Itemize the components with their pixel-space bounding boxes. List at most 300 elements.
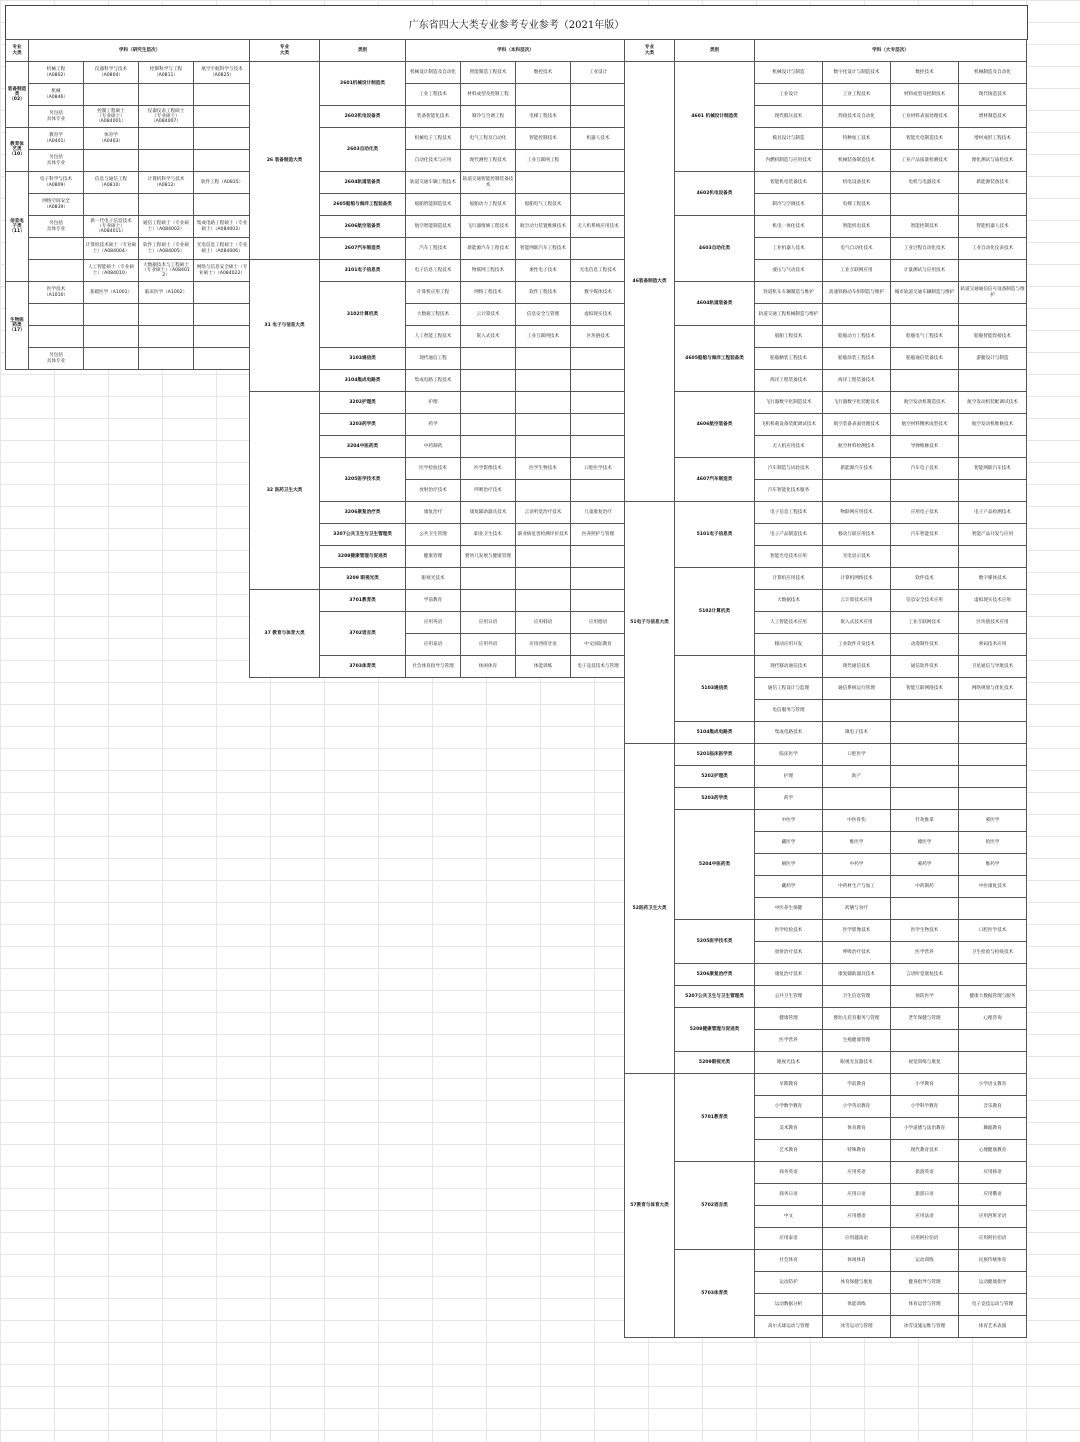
subject-cell[interactable]: 口腔医学技术 [959,920,1027,942]
subject-cell[interactable]: 呼吸治疗技术 [461,480,516,502]
subject-cell[interactable]: 铁道机车车辆制造与维护 [755,282,823,304]
subject-cell[interactable]: 应用外语 [461,634,516,656]
subject-cell[interactable]: 网络工程技术 [461,282,516,304]
subject-cell[interactable]: 智能控制技术 [516,128,571,150]
subject-cell[interactable]: 职业卫生技术 [461,524,516,546]
subject-cell[interactable]: 航空装备表面处理技术 [823,414,891,436]
subject-cell[interactable]: 电子科学与技术 （A0809） [29,172,84,194]
subject-cell[interactable]: 制冷与空调工程 [461,106,516,128]
subject-cell[interactable]: 计算机网络技术 [823,568,891,590]
subject-cell[interactable] [516,436,571,458]
category-cell[interactable]: 4607汽车制造类 [675,458,755,502]
category-cell[interactable]: 2607汽车制造类 [320,238,406,260]
subject-cell[interactable]: 光电显示技术 [823,546,891,568]
subject-cell[interactable]: 新能源汽车技术 [823,458,891,480]
subject-cell[interactable]: 电气工程及自动化 [461,128,516,150]
category-cell[interactable]: 5101电子信息类 [675,502,755,568]
subject-cell[interactable]: 心理健康教育 [959,1140,1027,1162]
subject-cell[interactable]: 应用德语 [823,1206,891,1228]
subject-cell[interactable] [194,128,251,150]
subject-cell[interactable]: 另包括 具体专业 [29,348,84,370]
subject-cell[interactable]: 婴幼儿托育服务与管理 [823,1008,891,1030]
subject-cell[interactable]: 工业产品质量检测技术 [891,150,959,172]
subject-cell[interactable]: 应用俄语 [959,1184,1027,1206]
subject-cell[interactable]: 医学影像技术 [461,458,516,480]
subject-cell[interactable] [959,260,1027,282]
subject-cell[interactable]: 卫生信息管理 [823,986,891,1008]
subject-cell[interactable]: 中医骨伤 [823,810,891,832]
subject-cell[interactable]: 船舶智能制造技术 [406,194,461,216]
subject-cell[interactable]: 制冷与空调技术 [755,194,823,216]
subject-cell[interactable] [516,84,571,106]
subject-cell[interactable]: 物联网应用技术 [823,502,891,524]
subject-cell[interactable]: 电信服务与管理 [755,700,823,722]
subject-cell[interactable] [959,700,1027,722]
subject-cell[interactable]: 内燃机制造与应用技术 [755,150,823,172]
subject-cell[interactable]: 高速铁路动车组制造与维护 [823,282,891,304]
subject-cell[interactable]: 大数据技术 [755,590,823,612]
subject-cell[interactable]: 冰雪运动与管理 [823,1316,891,1338]
subject-cell[interactable]: 小学道德与法治教育 [891,1118,959,1140]
subject-cell[interactable]: 控制工程硕士 （专业硕士） （A084001） [84,106,139,128]
subject-cell[interactable]: 另包括 具体专业 [29,106,84,128]
category-cell[interactable]: 5102计算机类 [675,568,755,656]
subject-cell[interactable]: 中文国际教育 [571,634,626,656]
subject-cell[interactable]: 海洋工程装备技术 [823,370,891,392]
category-cell[interactable]: 3203药学类 [320,414,406,436]
major-category-cell[interactable]: 31 电子与信息大类 [250,260,320,392]
subject-cell[interactable]: 智能互联网络技术 [891,678,959,700]
subject-cell[interactable]: 航空发动机维修技术 [959,414,1027,436]
category-cell[interactable]: 5703体育类 [675,1250,755,1338]
subject-cell[interactable]: 大数据技术与工程硕士（专业硕士）（A084012） [139,260,194,282]
subject-cell[interactable]: 特种加工技术 [823,128,891,150]
subject-cell[interactable]: 船舶涂装工程技术 [823,348,891,370]
subject-cell[interactable]: 应用越南语 [823,1228,891,1250]
subject-cell[interactable]: 新能源汽车工程技术 [461,238,516,260]
subject-cell[interactable]: 人工智能技术应用 [755,612,823,634]
subject-cell[interactable]: 船舶动力工程技术 [461,194,516,216]
subject-cell[interactable]: 密码技术应用 [959,634,1027,656]
subject-cell[interactable]: 临床医学 [755,744,823,766]
subject-cell[interactable]: 通信软件技术 [891,656,959,678]
subject-cell[interactable]: 汽车工程技术 [406,238,461,260]
subject-cell[interactable]: 现代教育技术 [891,1140,959,1162]
subject-cell[interactable]: 汽车制造与试验技术 [755,458,823,480]
subject-cell[interactable] [959,898,1027,920]
subject-cell[interactable]: 应用西班牙语 [516,634,571,656]
subject-cell[interactable]: 机器人技术 [571,128,626,150]
subject-cell[interactable] [194,150,251,172]
subject-cell[interactable]: 机电一体化技术 [755,216,823,238]
subject-cell[interactable] [571,568,626,590]
subject-cell[interactable]: 移动应用开发 [755,634,823,656]
category-cell[interactable]: 3206康复治疗类 [320,502,406,524]
subject-cell[interactable] [139,348,194,370]
subject-cell[interactable]: 医学生物技术 [516,458,571,480]
subject-cell[interactable] [461,370,516,392]
subject-cell[interactable] [139,304,194,326]
subject-cell[interactable] [461,568,516,590]
subject-cell[interactable]: 现代移动通信技术 [755,656,823,678]
subject-cell[interactable]: 现代通信技术 [823,656,891,678]
subject-cell[interactable]: 维医学 [823,832,891,854]
subject-cell[interactable]: 放射治疗技术 [406,480,461,502]
category-cell[interactable]: 3103通信类 [320,348,406,370]
subject-cell[interactable] [516,414,571,436]
subject-cell[interactable] [959,744,1027,766]
category-cell[interactable]: 2603自动化类 [320,128,406,172]
subject-cell[interactable] [139,326,194,348]
subject-cell[interactable]: 液压与气动技术 [755,260,823,282]
subject-cell[interactable] [959,370,1027,392]
subject-cell[interactable]: 应用韩语 [516,612,571,634]
subject-cell[interactable]: 小学数学教育 [755,1096,823,1118]
subject-cell[interactable]: 现代测控工程技术 [461,150,516,172]
subject-cell[interactable]: 信息与通信工程 （A0810） [84,172,139,194]
subject-cell[interactable]: 康复辅助器具技术 [823,964,891,986]
subject-cell[interactable]: 公共卫生管理 [406,524,461,546]
subject-cell[interactable]: 自动化技术与应用 [406,150,461,172]
subject-cell[interactable]: 生殖健康管理 [823,1030,891,1052]
subject-cell[interactable] [516,568,571,590]
subject-cell[interactable]: 仪器科学与技术 （A0804） [84,62,139,84]
category-cell[interactable]: 4605船舶与海洋工程装备类 [675,326,755,392]
subject-cell[interactable]: 工业互联网技术 [516,326,571,348]
subject-cell[interactable]: 计算机科学与技术 （A0812） [139,172,194,194]
subject-cell[interactable]: 机电设备技术 [823,172,891,194]
subject-cell[interactable]: 中医康复技术 [959,876,1027,898]
subject-cell[interactable]: 航空材料精密成型技术 [891,414,959,436]
subject-cell[interactable]: 职业病危害检测评价技术 [516,524,571,546]
major-category-cell[interactable]: 32 医药卫生大类 [250,392,320,590]
subject-cell[interactable]: 商务英语 [755,1162,823,1184]
category-cell[interactable]: 5202护理类 [675,766,755,788]
subject-cell[interactable]: 社会体育指导与管理 [406,656,461,678]
subject-cell[interactable] [959,766,1027,788]
subject-cell[interactable]: 机械设计制造及自动化 [406,62,461,84]
category-cell[interactable]: 5205医学技术类 [675,920,755,964]
subject-cell[interactable]: 工业互联网工程 [516,150,571,172]
subject-cell[interactable]: 呼吸治疗技术 [823,942,891,964]
category-cell[interactable]: 3104集成电路类 [320,370,406,392]
subject-cell[interactable]: 航空智能制造技术 [406,216,461,238]
subject-cell[interactable]: 运动数据分析 [755,1294,823,1316]
subject-cell[interactable]: 智能产品开发与应用 [959,524,1027,546]
subject-cell[interactable]: 运动防护 [755,1272,823,1294]
subject-cell[interactable] [516,546,571,568]
subject-cell[interactable]: 数控技术 [891,62,959,84]
subject-cell[interactable]: 另包括 具体专业 [29,216,84,238]
category-cell[interactable]: 3202护理类 [320,392,406,414]
subject-cell[interactable]: 应用电子技术 [891,502,959,524]
subject-cell[interactable]: 智能机电技术 [823,216,891,238]
subject-cell[interactable]: 云计算技术 [461,304,516,326]
subject-cell[interactable]: 体育学 （A0403） [84,128,139,150]
subject-cell[interactable]: 音乐教育 [959,1096,1027,1118]
subject-cell[interactable]: 智能光电技术应用 [755,546,823,568]
major-category-cell[interactable]: 装备制造类 （02） [6,62,29,128]
category-cell[interactable]: 3204中医药类 [320,436,406,458]
subject-cell[interactable]: 光电信息工程技术 [571,260,626,282]
subject-cell[interactable] [84,348,139,370]
subject-cell[interactable] [194,194,251,216]
subject-cell[interactable] [891,304,959,326]
subject-cell[interactable]: 休闲体育 [823,1250,891,1272]
subject-cell[interactable]: 工业设计 [571,62,626,84]
subject-cell[interactable]: 另包括 具体专业 [29,150,84,172]
subject-cell[interactable]: 轨道交通通信信号设备制造与维护 [959,282,1027,304]
subject-cell[interactable]: 工业自动化仪表技术 [959,238,1027,260]
subject-cell[interactable]: 药学 [755,788,823,810]
subject-cell[interactable]: 公共卫生管理 [755,986,823,1008]
subject-cell[interactable]: 体育艺术表演 [959,1316,1027,1338]
subject-cell[interactable]: 医养照护与管理 [571,524,626,546]
subject-cell[interactable]: 体能训练 [823,1294,891,1316]
subject-cell[interactable]: 早期教育 [755,1074,823,1096]
subject-cell[interactable]: 傣医学 [891,832,959,854]
subject-cell[interactable]: 工业过程自动化技术 [891,238,959,260]
subject-cell[interactable]: 教育学 （A0401） [29,128,84,150]
subject-cell[interactable] [959,194,1027,216]
subject-cell[interactable] [959,1030,1027,1052]
subject-cell[interactable]: 商务日语 [755,1184,823,1206]
subject-cell[interactable]: 旅游英语 [891,1162,959,1184]
subject-cell[interactable]: 电子信息工程技术 [406,260,461,282]
subject-cell[interactable]: 焊接技术及自动化 [823,106,891,128]
header-cell[interactable]: 专业 大类 [625,40,675,62]
subject-cell[interactable]: 信息安全技术应用 [891,590,959,612]
category-cell[interactable]: 4602机电设备类 [675,172,755,216]
category-cell[interactable]: 3207公共卫生与卫生管理类 [320,524,406,546]
subject-cell[interactable]: 医学营养 [755,1030,823,1052]
subject-cell[interactable]: 朝医学 [755,854,823,876]
subject-cell[interactable]: 临床医学（A1002） [139,282,194,304]
subject-cell[interactable]: 工业软件开发技术 [823,634,891,656]
subject-cell[interactable]: 婴幼儿发展与健康管理 [461,546,516,568]
subject-cell[interactable]: 仪器仪表工程硕士 （专业硕士） （A084007） [139,106,194,128]
subject-cell[interactable]: 工业机器人技术 [755,238,823,260]
subject-cell[interactable] [571,480,626,502]
category-cell[interactable]: 5702语言类 [675,1162,755,1250]
subject-cell[interactable] [461,392,516,414]
category-cell[interactable]: 3102计算机类 [320,282,406,348]
subject-cell[interactable]: 现代铸造技术 [959,84,1027,106]
subject-cell[interactable]: 哈医学 [959,832,1027,854]
subject-cell[interactable]: 运动训练 [891,1250,959,1272]
subject-cell[interactable]: 通信工程设计与监理 [755,678,823,700]
subject-cell[interactable]: 柔性电子技术 [516,260,571,282]
subject-cell[interactable]: 健康大数据管理与服务 [959,986,1027,1008]
subject-cell[interactable]: 船舶动力工程技术 [823,326,891,348]
subject-cell[interactable] [571,370,626,392]
subject-cell[interactable] [516,392,571,414]
category-cell[interactable]: 5104集成电路类 [675,722,755,744]
subject-cell[interactable]: 言语听觉康复技术 [891,964,959,986]
subject-cell[interactable]: 机械 （A0846） [29,84,84,106]
subject-cell[interactable] [461,414,516,436]
category-cell[interactable]: 5204中医药类 [675,810,755,920]
subject-cell[interactable] [516,172,571,194]
subject-cell[interactable] [959,480,1027,502]
subject-cell[interactable]: 软件技术 [891,568,959,590]
subject-cell[interactable] [823,304,891,326]
category-cell[interactable]: 4601 机械设计制造类 [675,62,755,172]
category-cell[interactable]: 2601机械设计制造类 [320,62,406,106]
subject-cell[interactable]: 微电子技术 [823,722,891,744]
subject-cell[interactable]: 应用阿拉伯语 [959,1228,1027,1250]
subject-cell[interactable]: 儿童康复治疗 [571,502,626,524]
subject-cell[interactable] [139,194,194,216]
subject-cell[interactable] [516,480,571,502]
subject-cell[interactable]: 飞行器维修工程技术 [461,216,516,238]
category-cell[interactable]: 4603自动化类 [675,216,755,282]
subject-cell[interactable]: 工业互联网技术 [891,612,959,634]
subject-cell[interactable]: 船舶工程技术 [755,326,823,348]
subject-cell[interactable] [571,436,626,458]
subject-cell[interactable] [959,722,1027,744]
subject-cell[interactable]: 通信系统运行管理 [823,678,891,700]
category-cell[interactable]: 3701教育类 [320,590,406,612]
subject-cell[interactable]: 材料成型及控制工程 [461,84,516,106]
category-cell[interactable]: 5209眼视光类 [675,1052,755,1074]
subject-cell[interactable] [461,348,516,370]
subject-cell[interactable]: 机械装备制造技术 [823,150,891,172]
subject-cell[interactable]: 船舶智能焊接技术 [959,326,1027,348]
subject-cell[interactable]: 计量测试与应用技术 [891,260,959,282]
subject-cell[interactable] [29,238,84,260]
subject-cell[interactable]: 小学英语教育 [823,1096,891,1118]
subject-cell[interactable]: 电子竞技运动与管理 [959,1294,1027,1316]
subject-cell[interactable] [959,1052,1027,1074]
header-cell[interactable]: 学科（大专层次） [755,40,1027,62]
subject-cell[interactable]: 卫生检验与检疫技术 [959,942,1027,964]
subject-cell[interactable]: 医学技术 （A1010） [29,282,84,304]
subject-cell[interactable]: 中医学 [755,810,823,832]
subject-cell[interactable]: 民族传统体育 [959,1250,1027,1272]
subject-cell[interactable] [571,348,626,370]
subject-cell[interactable]: 护理 [406,392,461,414]
subject-cell[interactable]: 康复治疗技术 [755,964,823,986]
subject-cell[interactable]: 健康管理 [406,546,461,568]
subject-cell[interactable] [84,150,139,172]
subject-cell[interactable] [571,84,626,106]
category-cell[interactable]: 3101电子信息类 [320,260,406,282]
subject-cell[interactable]: 船舶通信装备技术 [891,348,959,370]
subject-cell[interactable]: 美术教育 [755,1118,823,1140]
subject-cell[interactable]: 眼视光技术 [406,568,461,590]
subject-cell[interactable]: 中药制药 [406,436,461,458]
category-cell[interactable]: 5207公共卫生与卫生管理类 [675,986,755,1008]
subject-cell[interactable]: 体育保健与康复 [823,1272,891,1294]
subject-cell[interactable] [959,546,1027,568]
subject-cell[interactable] [194,326,251,348]
subject-cell[interactable]: 飞行器数字化装配技术 [823,392,891,414]
subject-cell[interactable]: 船舶舾装工程技术 [755,348,823,370]
major-category-cell[interactable]: 教育体 艺类 （10） [6,128,29,172]
subject-cell[interactable]: 老年保健与管理 [891,1008,959,1030]
category-cell[interactable]: 4606航空装备类 [675,392,755,458]
subject-cell[interactable] [959,964,1027,986]
subject-cell[interactable]: 软件工程硕士（专业硕士）（A084005） [139,238,194,260]
subject-cell[interactable] [571,414,626,436]
subject-cell[interactable]: 轨道交通工程机械制造与维护 [755,304,823,326]
subject-cell[interactable]: 材料成型及控制技术 [891,84,959,106]
subject-cell[interactable]: 汽车电子技术 [891,458,959,480]
subject-cell[interactable]: 应用阿拉伯语 [891,1228,959,1250]
subject-cell[interactable]: 数控技术 [516,62,571,84]
subject-cell[interactable]: 信息安全与管理 [516,304,571,326]
subject-cell[interactable]: 工业工程技术 [823,84,891,106]
subject-cell[interactable]: 网络与信息安全硕士（专业硕士）（A084022） [194,260,251,282]
subject-cell[interactable] [194,304,251,326]
subject-cell[interactable] [823,480,891,502]
subject-cell[interactable]: 藏药学 [755,876,823,898]
major-category-cell[interactable]: 37 教育与体育大类 [250,590,320,678]
subject-cell[interactable]: 航空发动机装配调试技术 [959,392,1027,414]
category-cell[interactable]: 3703体育类 [320,656,406,678]
subject-cell[interactable]: 数字媒体技术 [571,282,626,304]
subject-cell[interactable]: 基础医学（A1001） [84,282,139,304]
subject-cell[interactable] [891,898,959,920]
subject-cell[interactable]: 小学语文教育 [959,1074,1027,1096]
subject-cell[interactable]: 数字媒体技术 [959,568,1027,590]
subject-cell[interactable]: 艺术教育 [755,1140,823,1162]
subject-cell[interactable]: 新一代电子信息技术 （专业硕士） （A084011） [84,216,139,238]
subject-cell[interactable] [84,326,139,348]
subject-cell[interactable]: 航空发动机制造技术 [891,392,959,414]
subject-cell[interactable] [959,788,1027,810]
subject-cell[interactable]: 计算机技术硕士（专业硕士）（A084004） [84,238,139,260]
subject-cell[interactable]: 电梯工程技术 [516,106,571,128]
subject-cell[interactable]: 导弹维修技术 [891,436,959,458]
subject-cell[interactable]: 轨道交通智能控制装备技术 [461,172,516,194]
subject-cell[interactable]: 现代锻压技术 [755,106,823,128]
subject-cell[interactable]: 社会体育 [755,1250,823,1272]
subject-cell[interactable]: 应用日语 [461,612,516,634]
subject-cell[interactable]: 医学检验技术 [755,920,823,942]
subject-cell[interactable] [29,326,84,348]
subject-cell[interactable] [823,700,891,722]
subject-cell[interactable] [891,480,959,502]
subject-cell[interactable]: 工业互联网应用 [823,260,891,282]
subject-cell[interactable]: 卫星通信与导航技术 [959,656,1027,678]
header-cell[interactable]: 专业 大类 [6,40,29,62]
subject-cell[interactable]: 智能制造工程技术 [461,62,516,84]
subject-cell[interactable]: 眼视光仪器技术 [823,1052,891,1074]
subject-cell[interactable] [891,788,959,810]
subject-cell[interactable]: 船舶电气工程技术 [516,194,571,216]
subject-cell[interactable] [959,436,1027,458]
subject-cell[interactable]: 体育教育 [823,1118,891,1140]
subject-cell[interactable]: 船舶电气工程技术 [891,326,959,348]
subject-cell[interactable]: 电子信息工程技术 [755,502,823,524]
subject-cell[interactable]: 中药材生产与加工 [823,876,891,898]
subject-cell[interactable]: 小学科学教育 [891,1096,959,1118]
subject-cell[interactable]: 蒙药学 [891,854,959,876]
subject-cell[interactable]: 动漫制作技术 [891,634,959,656]
subject-cell[interactable] [571,546,626,568]
subject-cell[interactable]: 控制科学与工程 （A0811） [139,62,194,84]
subject-cell[interactable]: 增材成形工程技术 [959,128,1027,150]
subject-cell[interactable]: 航空宇航科学与技术 （A0825） [194,62,251,84]
subject-cell[interactable]: 区块链技术应用 [959,612,1027,634]
subject-cell[interactable]: 工业材料表面处理技术 [891,106,959,128]
subject-cell[interactable]: 应用日语 [823,1184,891,1206]
subject-cell[interactable]: 医学营养 [891,942,959,964]
subject-cell[interactable] [891,700,959,722]
subject-cell[interactable]: 体能训练 [516,656,571,678]
